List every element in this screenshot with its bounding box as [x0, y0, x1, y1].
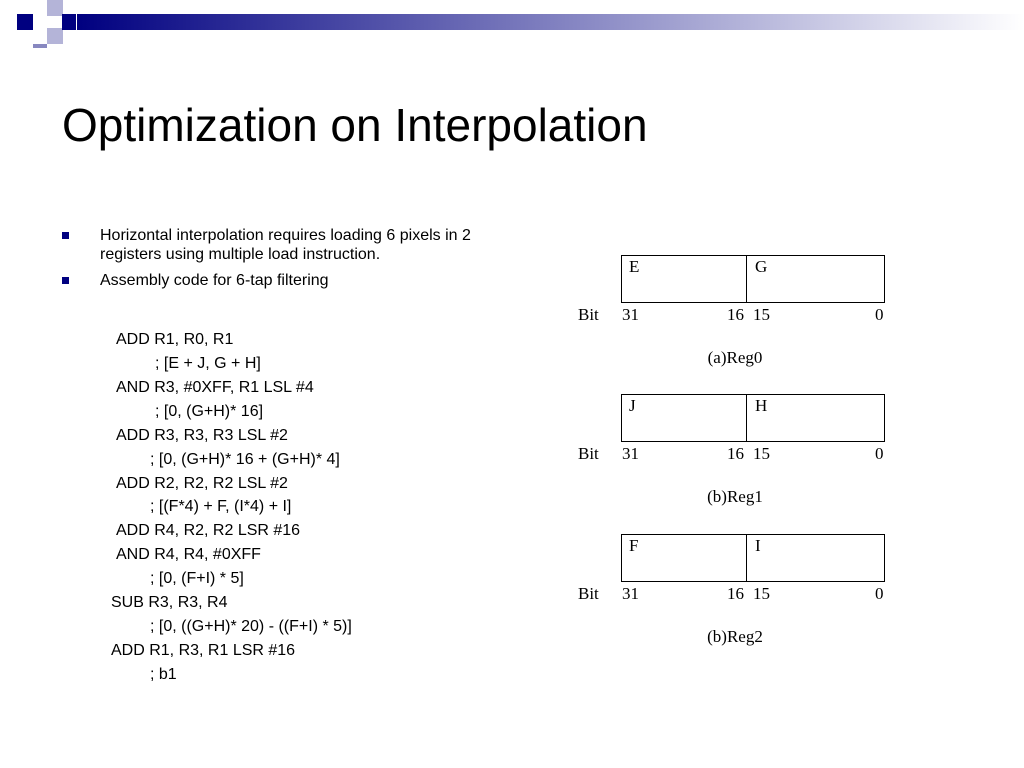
code-comment: ; [0, (G+H)* 16 + (G+H)* 4]: [150, 451, 340, 468]
register-divider: [746, 256, 747, 302]
square-bullet-icon: [62, 232, 69, 239]
bit-16-label: 16: [727, 444, 744, 463]
bit-15-label: 15: [753, 584, 770, 603]
code-line: SUB R3, R3, R4: [111, 594, 228, 611]
bit-31-label: 31: [622, 305, 639, 324]
code-comment: ; [0, (G+H)* 16]: [155, 403, 264, 420]
register-box: [621, 534, 885, 582]
bullet-item: [62, 271, 482, 290]
register-caption: (b)Reg2: [707, 627, 763, 646]
code-line: ADD R2, R2, R2 LSL #2: [116, 475, 288, 492]
register-reg0: [570, 250, 900, 380]
bullet-text: Assembly code for 6-tap filtering: [100, 272, 329, 289]
bit-0-label: 0: [875, 305, 884, 324]
bit-label: Bit: [578, 305, 599, 324]
register-high-label: J: [629, 396, 636, 415]
code-comment: ; [(F*4) + F, (I*4) + I]: [150, 498, 292, 515]
slide-title: Optimization on Interpolation: [62, 99, 648, 151]
register-high-label: E: [629, 257, 640, 276]
bit-15-label: 15: [753, 305, 770, 324]
bit-15-label: 15: [753, 444, 770, 463]
register-caption: (b)Reg1: [707, 487, 763, 506]
bit-31-label: 31: [622, 584, 639, 603]
code-comment: ; [0, (F+I) * 5]: [150, 570, 244, 587]
register-low-label: I: [755, 536, 761, 555]
bullet-text: Horizontal interpolation requires loading 6 pixels in 2 registers using multiple load instruction.: [100, 227, 471, 263]
code-line: AND R4, R4, #0XFF: [116, 546, 261, 563]
bit-16-label: 16: [727, 305, 744, 324]
register-caption: (a)Reg0: [707, 348, 763, 367]
bit-0-label: 0: [875, 584, 884, 603]
bullet-list: [62, 226, 482, 297]
register-box: [621, 255, 885, 303]
register-reg1: [570, 389, 900, 519]
register-low-label: G: [755, 257, 768, 276]
register-high-label: F: [629, 536, 639, 555]
bit-label: Bit: [578, 584, 599, 603]
bit-31-label: 31: [622, 444, 639, 463]
register-reg2: [570, 529, 900, 659]
register-low-label: H: [755, 396, 768, 415]
bit-0-label: 0: [875, 444, 884, 463]
code-line: ADD R1, R3, R1 LSR #16: [111, 642, 296, 659]
bit-16-label: 16: [727, 584, 744, 603]
decorative-title-bar: [0, 0, 1024, 48]
code-comment: ; [0, ((G+H)* 20) - ((F+I) * 5)]: [150, 618, 352, 635]
square-bullet-icon: [62, 277, 69, 284]
register-divider: [746, 535, 747, 581]
code-line: AND R3, #0XFF, R1 LSL #4: [116, 379, 314, 396]
bullet-item: [62, 226, 482, 264]
register-diagram: [570, 250, 900, 660]
code-line: ADD R3, R3, R3 LSL #2: [116, 427, 288, 444]
register-box: [621, 394, 885, 442]
code-comment: ; [E + J, G + H]: [155, 355, 261, 372]
code-line: ADD R1, R0, R1: [116, 331, 234, 348]
register-divider: [746, 395, 747, 441]
code-line: ADD R4, R2, R2 LSR #16: [116, 522, 301, 539]
code-comment: ; b1: [150, 666, 177, 683]
bit-label: Bit: [578, 444, 599, 463]
